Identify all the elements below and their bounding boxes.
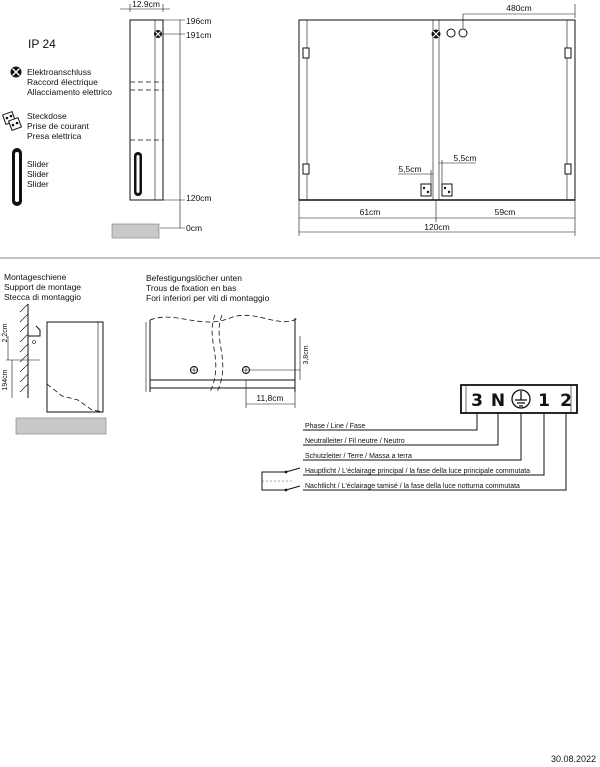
terminal-label-n: N <box>490 391 506 411</box>
fixing-holes-depth-label: 3,8cm <box>303 345 310 365</box>
legend-socket-de: Steckdose <box>27 111 67 121</box>
fixing-holes-title-it: Fori inferiori per viti di montaggio <box>146 293 270 303</box>
fixing-holes-title-fr: Trous de fixation en bas <box>146 283 237 293</box>
front-socket-offset-left-label: 5,5cm <box>398 164 422 174</box>
legend-socket-it: Presa elettrica <box>27 131 82 141</box>
front-connection-offset-label: 480cm <box>506 3 532 13</box>
wire-neutral-label: Neutralleiter / Fil neutre / Neutro <box>305 438 405 445</box>
front-right-width-label: 59cm <box>494 207 516 217</box>
side-h-floor-label: 0cm <box>186 223 203 233</box>
legend-socket-fr: Prise de courant <box>27 121 89 131</box>
fixing-holes-spacing-label: 11,8cm <box>256 393 284 403</box>
ip-rating: IP 24 <box>28 37 56 51</box>
socket-icon <box>3 112 22 131</box>
legend-electrical-it: Allacciamento elettrico <box>27 87 113 97</box>
side-depth-label: 12.9cm <box>132 0 160 9</box>
mounting-rail-title-it: Stecca di montaggio <box>4 292 82 302</box>
wire-main-light-label: Hauptlicht / L'éclairage principal / la fase della luce principale commutata <box>305 468 531 475</box>
side-h-bottom-label: 120cm <box>186 193 212 203</box>
mounting-rail-height-dim-label: 194cm <box>2 369 9 391</box>
terminal-label-3: 3 <box>471 391 483 411</box>
mounting-rail-drawing <box>6 304 106 434</box>
legend-slider-de: Slider <box>27 159 49 169</box>
mounting-rail-top-dim-label: 2,2cm <box>2 323 9 343</box>
electrical-connection-icon <box>11 67 22 78</box>
terminal-label-1: 1 <box>538 391 550 411</box>
side-h-connection-label: 191cm <box>186 30 212 40</box>
fixing-holes-title-de: Befestigungslöcher unten <box>146 273 242 283</box>
legend-slider-fr: Slider <box>27 169 49 179</box>
side-h-top-label: 196cm <box>186 16 212 26</box>
side-view-drawing <box>112 4 185 238</box>
mounting-rail-title-de: Montageschiene <box>4 272 67 282</box>
slider-icon <box>12 148 22 206</box>
terminal-label-2: 2 <box>560 391 572 411</box>
front-socket-offset-right-label: 5,5cm <box>453 153 477 163</box>
mounting-rail-title-fr: Support de montage <box>4 282 82 292</box>
legend-electrical-fr: Raccord électrique <box>27 77 98 87</box>
front-left-width-label: 61cm <box>359 207 381 217</box>
wire-phase-label: Phase / Line / Fase <box>305 423 366 430</box>
front-total-width-label: 120cm <box>424 222 450 232</box>
wire-ground-label: Schutzleiter / Terre / Massa a terra <box>305 453 412 460</box>
document-date: 30.08.2022 <box>550 754 596 764</box>
legend-electrical-de: Elektroanschluss <box>27 67 92 77</box>
wire-night-light-label: Nachtlicht / L'éclairage tamisé / la fase della luce notturna commutata <box>305 483 520 490</box>
legend-slider-it: Slider <box>27 179 49 189</box>
front-view-drawing <box>299 4 575 236</box>
